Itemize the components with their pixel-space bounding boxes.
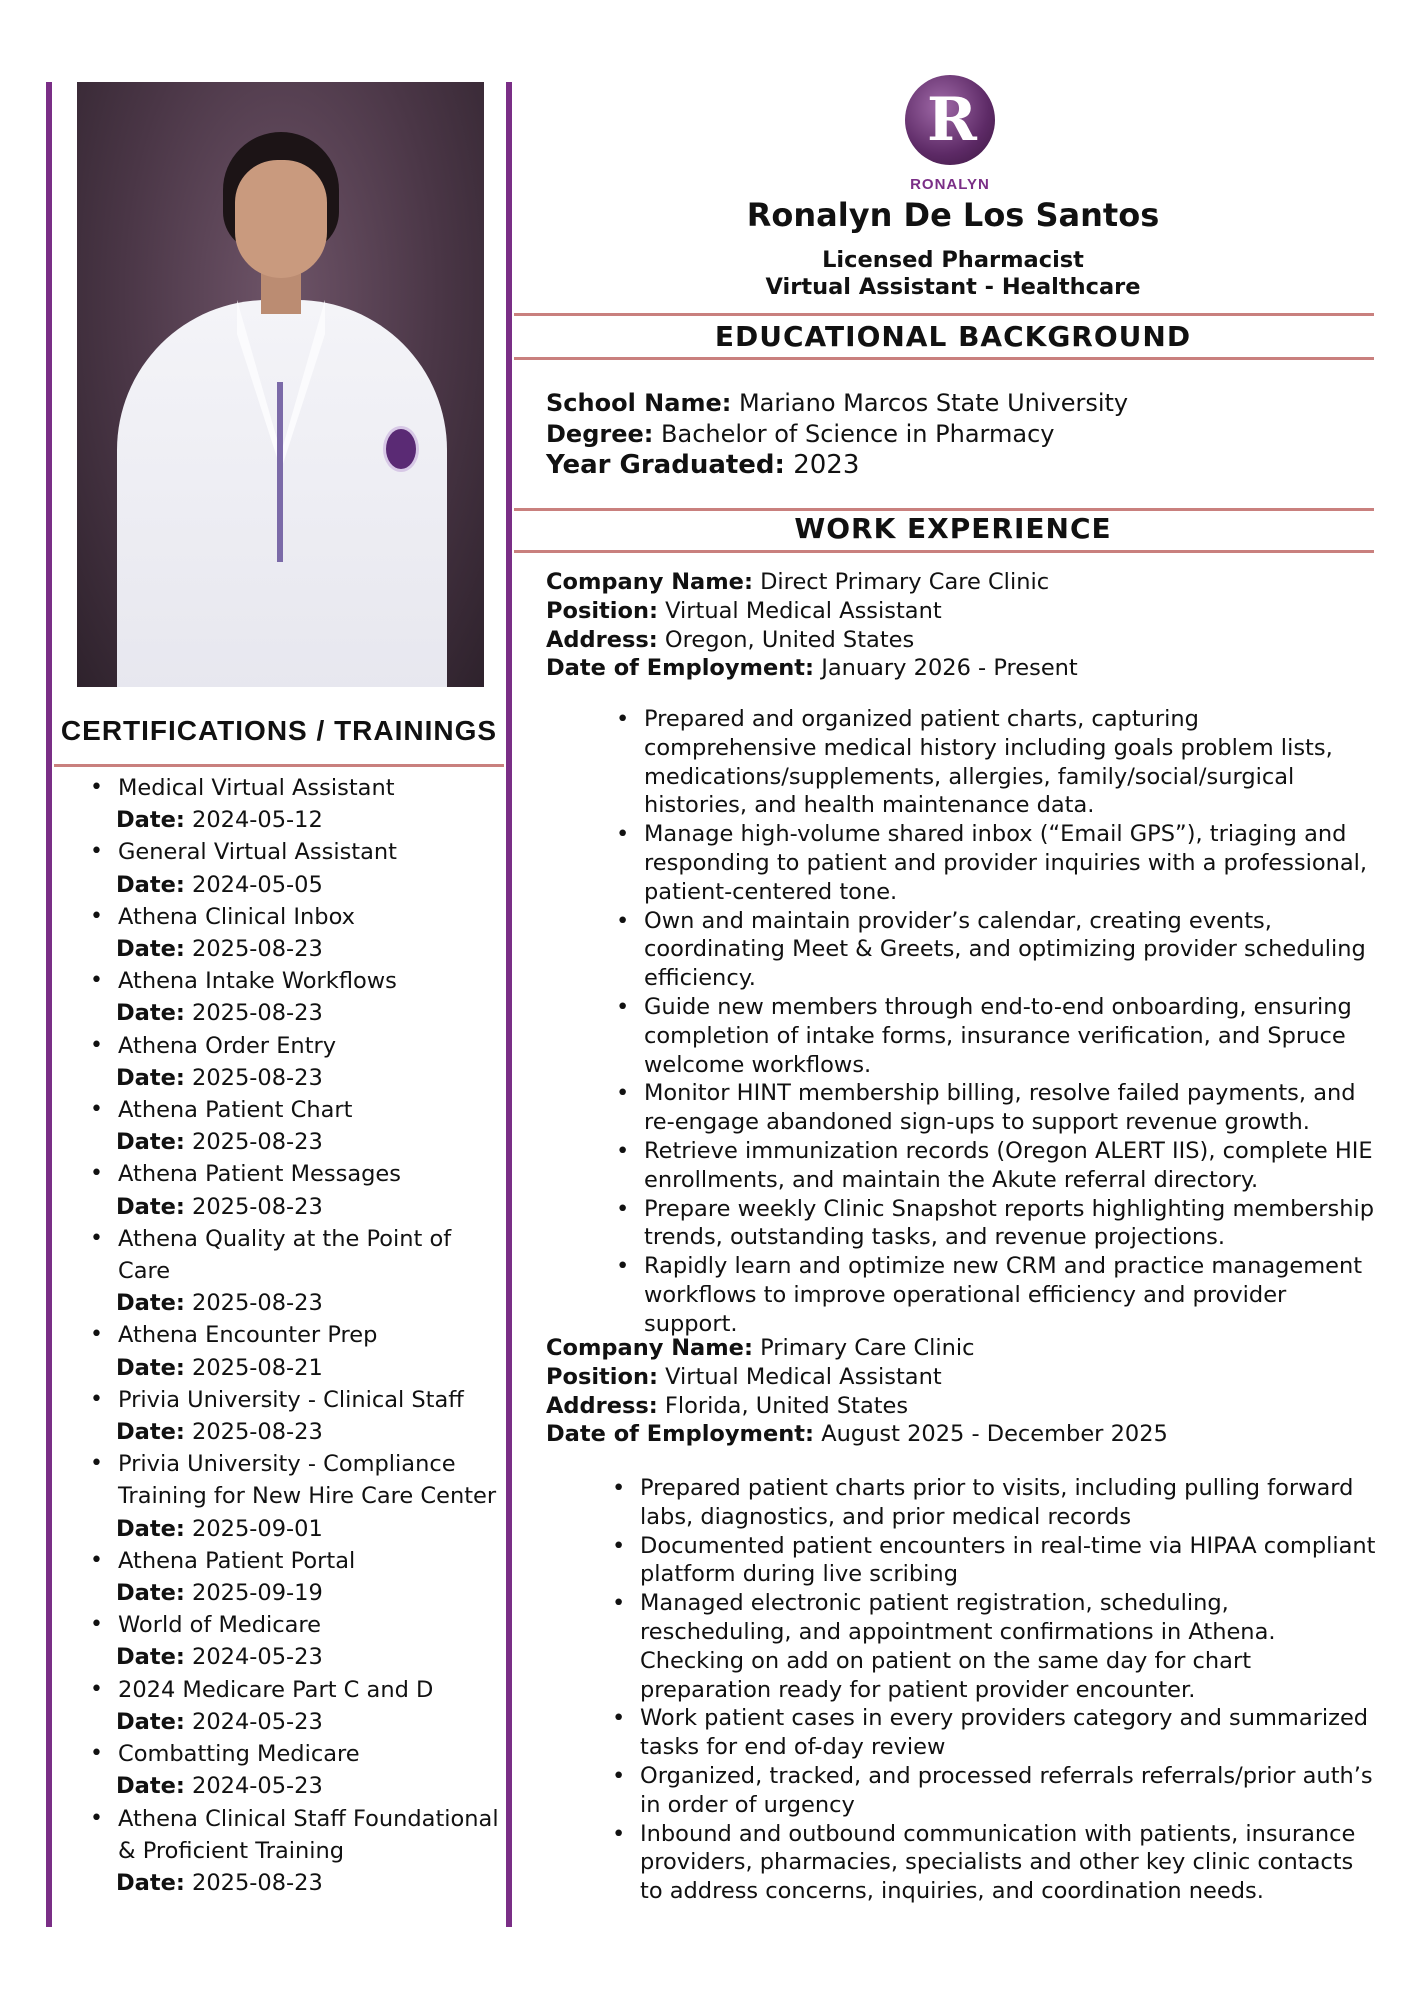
- list-item: • Prepared patient charts prior to visits, including pulling forward labs, diagnostics, and prior medical records: [612, 1474, 1376, 1532]
- company-name: Primary Care Clinic: [760, 1335, 975, 1361]
- list-item: • Rapidly learn and optimize new CRM and practice management workflows to improve operational efficiency and provider support.: [616, 1252, 1376, 1338]
- address: Florida, United States: [664, 1392, 909, 1419]
- list-item: • Athena Clinical Staff Foundational & Proficient Training Date: 2025-08-23: [82, 1803, 502, 1900]
- candidate-name: Ronalyn De Los Santos: [746, 196, 1160, 234]
- list-item: • Monitor HINT membership billing, resolve failed payments, and re-engage abandoned sign-ups to support revenue growth.: [616, 1079, 1376, 1137]
- certifications-list: [82, 772, 502, 1899]
- degree-row: Degree: Bachelor of Science in Pharmacy: [546, 420, 1055, 448]
- certifications-rule: [54, 764, 504, 767]
- list-item: • Guide new members through end-to-end onboarding, ensuring completion of intake forms, insurance verification, and Spruce welcome workflows.: [616, 993, 1376, 1079]
- list-item: • Managed electronic patient registration, scheduling, rescheduling, and appointment confirmations in Athena. Checking on add on patient on the same day for chart preparation ready for patient provider encounter.: [612, 1589, 1376, 1704]
- title-primary: Licensed Pharmacist: [822, 247, 1084, 273]
- school-row: School Name: Mariano Marcos State University: [546, 389, 1129, 417]
- address: Oregon, United States: [664, 626, 915, 653]
- list-item: • Prepare weekly Clinic Snapshot reports highlighting membership trends, outstanding tasks, and revenue projections.: [616, 1195, 1376, 1253]
- list-item: • Medical Virtual Assistant Date: 2024-05-12: [82, 772, 502, 836]
- list-item: • Inbound and outbound communication with patients, insurance providers, pharmacies, specialists and other key clinic contacts to address concerns, inquiries, and coordination needs.: [612, 1820, 1376, 1906]
- list-item: • Athena Encounter Prep Date: 2025-08-21: [82, 1319, 502, 1383]
- work-heading: WORK EXPERIENCE: [794, 512, 1112, 545]
- list-item: • Own and maintain provider’s calendar, creating events, coordinating Meet & Greets, and optimizing provider scheduling efficiency.: [616, 907, 1376, 993]
- list-item: • Athena Patient Portal Date: 2025-09-19: [82, 1545, 502, 1609]
- list-item: • Athena Quality at the Point of Care Date: 2025-08-23: [82, 1223, 502, 1320]
- list-item: • Prepared and organized patient charts, capturing comprehensive medical history including goals problem lists, medications/supplements, allergies, family/social/surgical histories, and health maintenance data.: [616, 705, 1376, 820]
- list-item: • Athena Intake Workflows Date: 2025-08-23: [82, 965, 502, 1029]
- profile-photo: [77, 82, 484, 687]
- title-secondary: Virtual Assistant - Healthcare: [765, 274, 1141, 300]
- employment-dates: August 2025 - December 2025: [821, 1421, 1168, 1448]
- education-heading: EDUCATIONAL BACKGROUND: [714, 320, 1192, 353]
- position: Virtual Medical Assistant: [665, 597, 942, 624]
- brand-logo: [905, 75, 995, 165]
- list-item: • Athena Order Entry Date: 2025-08-23: [82, 1030, 502, 1094]
- list-item: • Athena Clinical Inbox Date: 2025-08-23: [82, 901, 502, 965]
- list-item: • Privia University - Clinical Staff Date: 2025-08-23: [82, 1384, 502, 1448]
- list-item: • Privia University - Compliance Training for New Hire Care Center Date: 2025-09-01: [82, 1448, 502, 1545]
- work-rule-bottom: [514, 550, 1374, 553]
- list-item: • General Virtual Assistant Date: 2024-05-05: [82, 836, 502, 900]
- left-accent-bar: [46, 82, 52, 1927]
- year-row: Year Graduated: 2023: [546, 450, 860, 480]
- education-details: [546, 388, 1128, 481]
- list-item: • Combatting Medicare Date: 2024-05-23: [82, 1738, 502, 1802]
- list-item: • Athena Patient Chart Date: 2025-08-23: [82, 1094, 502, 1158]
- work-rule-top: [514, 508, 1374, 511]
- list-item: • World of Medicare Date: 2024-05-23: [82, 1609, 502, 1673]
- logo-brand-name: RONALYN: [910, 176, 990, 193]
- column-divider-bar: [506, 82, 512, 1927]
- job-duties-1: [616, 705, 1376, 1339]
- list-item: • Organized, tracked, and processed referrals referrals/prior auth’s in order of urgency: [612, 1762, 1376, 1820]
- education-rule-top: [514, 313, 1374, 316]
- list-item: • Work patient cases in every providers category and summarized tasks for end of-day review: [612, 1704, 1376, 1762]
- logo-letter: R: [927, 85, 977, 155]
- list-item: • Documented patient encounters in real-time via HIPAA compliant platform during live scribing: [612, 1532, 1376, 1590]
- employment-dates: January 2026 - Present: [821, 655, 1078, 682]
- education-rule-bottom: [514, 357, 1374, 360]
- list-item: • 2024 Medicare Part C and D Date: 2024-05-23: [82, 1674, 502, 1738]
- company-name: Direct Primary Care Clinic: [760, 569, 1050, 595]
- job-details-2: Company Name: Primary Care Clinic Position: Virtual Medical Assistant Address: Florida, United States Date of Employment: August 2025 - December 2025: [546, 1335, 1168, 1448]
- certifications-heading: CERTIFICATIONS / TRAININGS: [60, 715, 498, 746]
- job-details-1: Company Name: Direct Primary Care Clinic Position: Virtual Medical Assistant Address: Oregon, United States Date of Employment: January 2026 - Present: [546, 569, 1078, 682]
- list-item: • Athena Patient Messages Date: 2025-08-23: [82, 1158, 502, 1222]
- job-duties-2: [612, 1474, 1376, 1906]
- position: Virtual Medical Assistant: [665, 1363, 942, 1390]
- list-item: • Retrieve immunization records (Oregon ALERT IIS), complete HIE enrollments, and maintain the Akute referral directory.: [616, 1137, 1376, 1195]
- list-item: • Manage high-volume shared inbox (“Email GPS”), triaging and responding to patient and provider inquiries with a professional, patient-centered tone.: [616, 820, 1376, 906]
